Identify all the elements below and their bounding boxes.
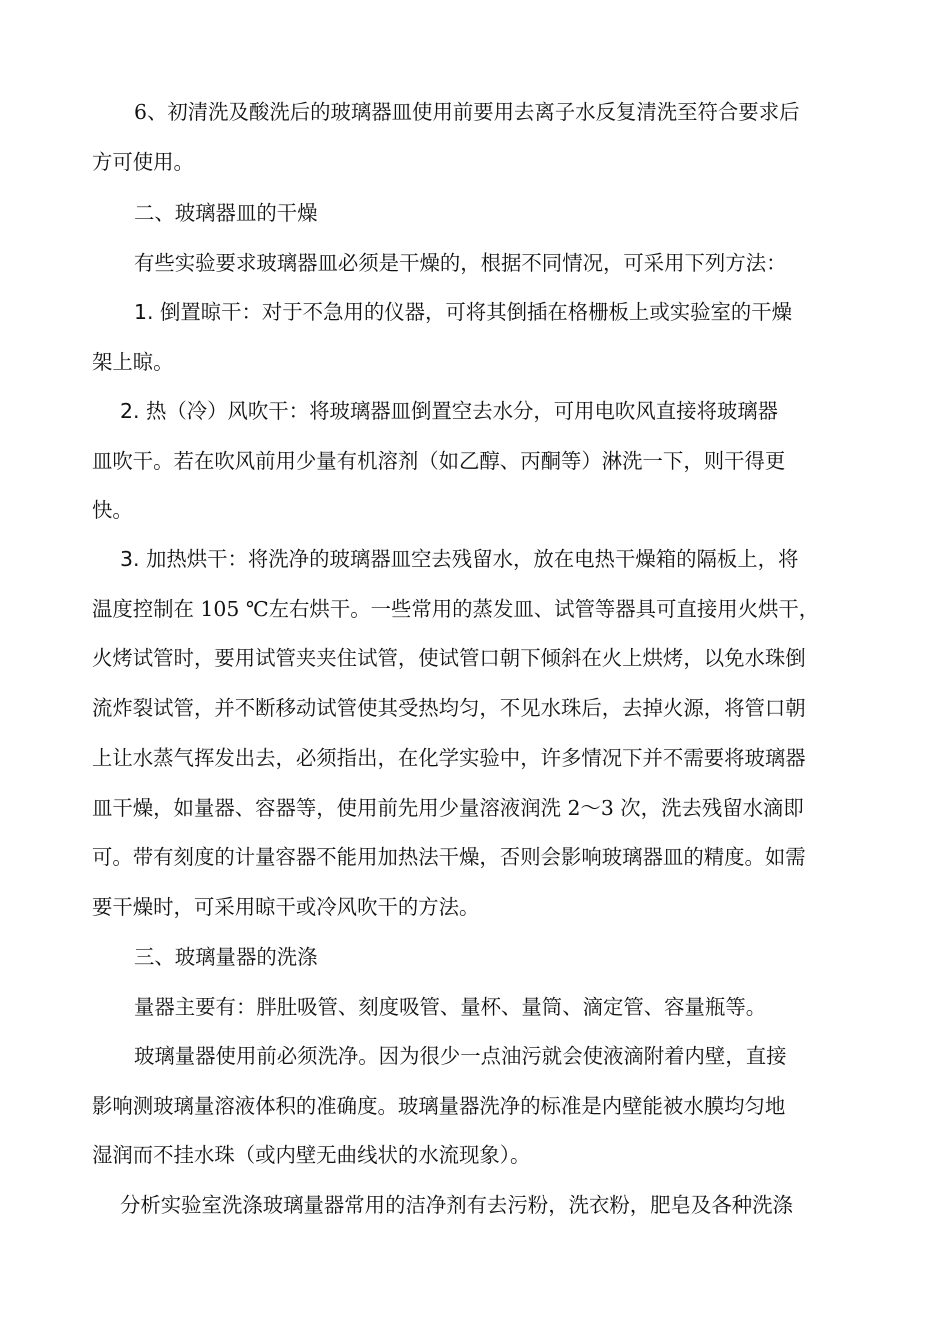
paragraph-line: 皿干燥，如量器、容器等，使用前先用少量溶液润洗 2～3 次，洗去残留水滴即 <box>92 796 804 820</box>
paragraph-line: 快。 <box>92 498 133 522</box>
paragraph-line: 可。带有刻度的计量容器不能用加热法干燥，否则会影响玻璃器皿的精度。如需 <box>92 845 806 869</box>
list-item-line <box>134 299 792 325</box>
paragraph-line: 6、初清洗及酸洗后的玻璃器皿使用前要用去离子水反复清洗至符合要求后 <box>134 100 800 124</box>
paragraph-line: 方可使用。 <box>92 150 194 174</box>
list-item-text: 加热烘干：将洗净的玻璃器皿空去残留水，放在电热干燥箱的隔板上，将 <box>145 547 799 571</box>
paragraph-line: 有些实验要求玻璃器皿必须是干燥的，根据不同情况，可采用下列方法： <box>134 251 787 275</box>
paragraph-line: 架上晾。 <box>92 350 174 374</box>
section-heading: 三、玻璃量器的洗涤 <box>134 945 318 969</box>
paragraph-line: 分析实验室洗涤玻璃量器常用的洁净剂有去污粉，洗衣粉，肥皂及各种洗涤 <box>120 1193 793 1217</box>
list-item-text: 倒置晾干：对于不急用的仪器，可将其倒插在格栅板上或实验室的干燥 <box>159 300 793 324</box>
list-number: 2. <box>120 399 140 423</box>
list-number: 1. <box>134 300 154 324</box>
list-item-line <box>120 546 798 572</box>
list-item-line <box>120 398 778 424</box>
section-heading: 二、玻璃器皿的干燥 <box>134 201 318 225</box>
paragraph-line: 皿吹干。若在吹风前用少量有机溶剂（如乙醇、丙酮等）淋洗一下，则干得更 <box>92 449 786 473</box>
list-number: 3. <box>120 547 140 571</box>
paragraph-line: 火烤试管时，要用试管夹夹住试管，使试管口朝下倾斜在火上烘烤，以免水珠倒 <box>92 646 806 670</box>
list-item-text: 热（冷）风吹干：将玻璃器皿倒置空去水分，可用电吹风直接将玻璃器 <box>145 399 779 423</box>
paragraph-line: 玻璃量器使用前必须洗净。因为很少一点油污就会使液滴附着内壁，直接 <box>134 1044 787 1068</box>
paragraph-line: 要干燥时，可采用晾干或冷风吹干的方法。 <box>92 895 480 919</box>
paragraph-line: 温度控制在 105 ℃左右烘干。一些常用的蒸发皿、试管等器具可直接用火烘干， <box>92 597 820 621</box>
paragraph-line: 量器主要有：胖肚吸管、刻度吸管、量杯、量筒、滴定管、容量瓶等。 <box>134 995 767 1019</box>
paragraph-line: 影响测玻璃量溶液体积的准确度。玻璃量器洗净的标准是内壁能被水膜均匀地 <box>92 1094 786 1118</box>
paragraph-line: 流炸裂试管，并不断移动试管使其受热均匀，不见水珠后，去掉火源，将管口朝 <box>92 696 806 720</box>
paragraph-line: 湿润而不挂水珠（或内壁无曲线状的水流现象）。 <box>92 1143 531 1167</box>
paragraph-line: 上让水蒸气挥发出去，必须指出，在化学实验中，许多情况下并不需要将玻璃器 <box>92 746 806 770</box>
